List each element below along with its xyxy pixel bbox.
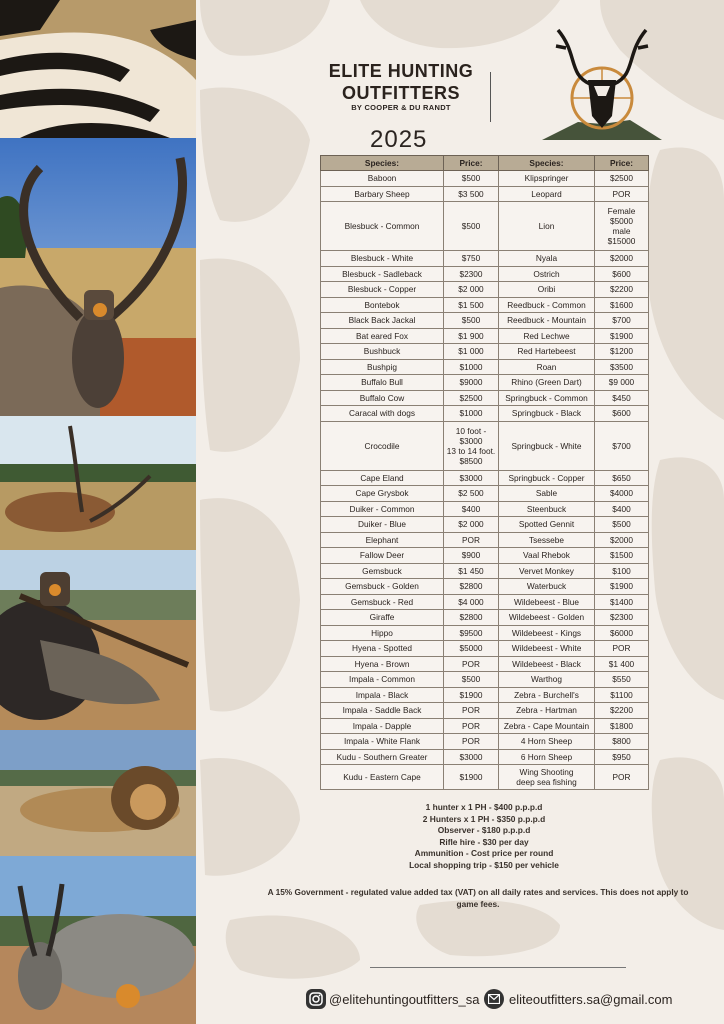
- price-cell: $2800: [444, 610, 499, 626]
- price-cell: POR: [444, 734, 499, 750]
- price-cell: $1 400: [595, 656, 649, 672]
- price-cell: $3500: [595, 359, 649, 375]
- table-row: [321, 313, 649, 329]
- price-cell: $4 000: [444, 594, 499, 610]
- species-cell: Springbuck - Black: [499, 406, 595, 422]
- table-row: [321, 406, 649, 422]
- price-cell: $1 450: [444, 563, 499, 579]
- note-line: 2 Hunters x 1 PH - $350 p.p.p.d: [422, 813, 546, 824]
- note-line: Rifle hire - $30 per day: [439, 836, 529, 847]
- table-row: [321, 734, 649, 750]
- species-cell: Reedbuck - Mountain: [499, 313, 595, 329]
- price-cell: $500: [444, 313, 499, 329]
- species-cell: Zebra - Hartman: [499, 703, 595, 719]
- species-cell: Sable: [499, 486, 595, 502]
- instagram-icon: [306, 989, 326, 1009]
- note-line: 1 hunter x 1 PH - $400 p.p.p.d: [425, 802, 543, 812]
- species-cell: Cape Grysbok: [321, 486, 444, 502]
- species-cell: Bontebok: [321, 297, 444, 313]
- header-species-2: Species:: [499, 156, 595, 171]
- price-cell: $9000: [444, 375, 499, 391]
- species-cell: Elephant: [321, 532, 444, 548]
- species-cell: 4 Horn Sheep: [499, 734, 595, 750]
- price-cell: $700: [595, 313, 649, 329]
- table-row: [321, 765, 649, 790]
- species-cell: Hippo: [321, 625, 444, 641]
- price-cell: $550: [595, 672, 649, 688]
- species-cell: Gemsbuck - Red: [321, 594, 444, 610]
- brand-title: [312, 60, 490, 112]
- year: 2025: [370, 126, 428, 153]
- species-cell: Leopard: [499, 186, 595, 202]
- price-cell: $750: [444, 251, 499, 267]
- buffalo-photo: [0, 550, 196, 730]
- species-cell: Red Hartebeest: [499, 344, 595, 360]
- price-cell: $600: [595, 406, 649, 422]
- price-cell: $2 000: [444, 517, 499, 533]
- table-row: [321, 486, 649, 502]
- table-row: [321, 718, 649, 734]
- price-cell: $1900: [595, 579, 649, 595]
- footer-divider: [370, 967, 626, 968]
- price-cell: $2500: [444, 390, 499, 406]
- species-cell: Hyena - Spotted: [321, 641, 444, 657]
- price-cell: $6000: [595, 625, 649, 641]
- price-cell: $1400: [595, 594, 649, 610]
- table-row: [321, 359, 649, 375]
- table-row: [321, 656, 649, 672]
- brand-subtitle: BY COOPER & DU RANDT: [351, 103, 451, 112]
- species-cell: Caracal with dogs: [321, 406, 444, 422]
- email-address[interactable]: eliteoutfitters.sa@gmail.com: [509, 991, 673, 1007]
- price-cell: $950: [595, 749, 649, 765]
- price-cell: $3000: [444, 749, 499, 765]
- species-cell: Wildebeest - Blue: [499, 594, 595, 610]
- table-row: [321, 375, 649, 391]
- price-cell: POR: [595, 641, 649, 657]
- photo-strip: [0, 0, 196, 1024]
- species-cell: Buffalo Cow: [321, 390, 444, 406]
- species-cell: Vaal Rhebok: [499, 548, 595, 564]
- price-cell: $400: [444, 501, 499, 517]
- price-cell: $650: [595, 470, 649, 486]
- price-cell: $2000: [595, 251, 649, 267]
- note-line: Observer - $180 p.p.p.d: [437, 825, 531, 836]
- species-cell: Roan: [499, 359, 595, 375]
- species-cell: Duiker - Blue: [321, 517, 444, 533]
- table-row: [321, 171, 649, 187]
- table-row: [321, 297, 649, 313]
- price-cell: $2200: [595, 703, 649, 719]
- species-cell: Oribi: [499, 282, 595, 298]
- table-row: [321, 186, 649, 202]
- price-cell: $3 500: [444, 186, 499, 202]
- price-cell: $1200: [595, 344, 649, 360]
- species-cell: Blesbuck - Copper: [321, 282, 444, 298]
- species-cell: Nyala: [499, 251, 595, 267]
- price-cell: $2200: [595, 282, 649, 298]
- price-cell: $9 000: [595, 375, 649, 391]
- species-cell: Fallow Deer: [321, 548, 444, 564]
- note-line: Ammunition - Cost price per round: [414, 848, 554, 859]
- species-cell: Bushbuck: [321, 344, 444, 360]
- species-cell: Tsessebe: [499, 532, 595, 548]
- zebra-photo: [0, 0, 196, 138]
- species-cell: Ostrich: [499, 266, 595, 282]
- price-cell: POR: [444, 656, 499, 672]
- price-cell: $1900: [444, 765, 499, 790]
- table-row: [321, 563, 649, 579]
- species-cell: Wing Shooting deep sea fishing: [499, 765, 595, 790]
- species-cell: Blesbuck - White: [321, 251, 444, 267]
- price-cell: $1900: [595, 328, 649, 344]
- instagram-handle[interactable]: @elitehuntingoutfitters_sa: [329, 991, 480, 1007]
- waterbuck-photo: [0, 416, 196, 550]
- species-cell: Zebra - Burchell's: [499, 687, 595, 703]
- table-row: [321, 344, 649, 360]
- species-cell: Vervet Monkey: [499, 563, 595, 579]
- species-cell: Wildebeest - Black: [499, 656, 595, 672]
- table-header-row: [321, 156, 649, 171]
- price-cell: $1000: [444, 359, 499, 375]
- species-cell: Reedbuck - Common: [499, 297, 595, 313]
- table-row: [321, 625, 649, 641]
- species-cell: Zebra - Cape Mountain: [499, 718, 595, 734]
- species-cell: Warthog: [499, 672, 595, 688]
- header-price-1: Price:: [444, 156, 499, 171]
- table-row: [321, 703, 649, 719]
- species-cell: Blesbuck - Common: [321, 202, 444, 251]
- price-cell: $5000: [444, 641, 499, 657]
- species-cell: Baboon: [321, 171, 444, 187]
- species-cell: Steenbuck: [499, 501, 595, 517]
- price-cell: $1 000: [444, 344, 499, 360]
- species-cell: Gemsbuck: [321, 563, 444, 579]
- species-cell: Waterbuck: [499, 579, 595, 595]
- species-cell: Springbuck - Copper: [499, 470, 595, 486]
- species-cell: 6 Horn Sheep: [499, 749, 595, 765]
- price-cell: $800: [595, 734, 649, 750]
- price-cell: POR: [444, 703, 499, 719]
- table-row: [321, 749, 649, 765]
- species-cell: Impala - Common: [321, 672, 444, 688]
- table-row: [321, 687, 649, 703]
- species-cell: Duiker - Common: [321, 501, 444, 517]
- header-price-2: Price:: [595, 156, 649, 171]
- price-cell: 10 foot - $3000 13 to 14 foot. $8500: [444, 421, 499, 470]
- table-row: [321, 282, 649, 298]
- table-row: [321, 421, 649, 470]
- mail-icon: [484, 989, 504, 1009]
- price-cell: $400: [595, 501, 649, 517]
- species-cell: Buffalo Bull: [321, 375, 444, 391]
- price-cell: $2000: [595, 532, 649, 548]
- vat-note: A 15% Government - regulated value added tax (VAT) on all daily rates and services. This does not apply to game fees.: [267, 887, 689, 909]
- species-cell: Impala - Dapple: [321, 718, 444, 734]
- species-cell: Bat eared Fox: [321, 328, 444, 344]
- price-cell: $2300: [444, 266, 499, 282]
- price-cell: $600: [595, 266, 649, 282]
- brand-line-1: ELITE HUNTING: [328, 61, 474, 81]
- price-cell: $450: [595, 390, 649, 406]
- price-table: [320, 155, 649, 790]
- species-cell: Giraffe: [321, 610, 444, 626]
- price-cell: $900: [444, 548, 499, 564]
- table-row: [321, 641, 649, 657]
- price-cell: $1 500: [444, 297, 499, 313]
- price-cell: $4000: [595, 486, 649, 502]
- table-row: [321, 548, 649, 564]
- table-row: [321, 390, 649, 406]
- price-cell: POR: [595, 186, 649, 202]
- table-row: [321, 501, 649, 517]
- species-cell: Black Back Jackal: [321, 313, 444, 329]
- price-cell: $1100: [595, 687, 649, 703]
- price-cell: $1500: [595, 548, 649, 564]
- lion-photo: [0, 730, 196, 856]
- price-cell: $2300: [595, 610, 649, 626]
- note-line: Local shopping trip - $150 per vehicle: [409, 859, 559, 870]
- email-contact[interactable]: [484, 988, 672, 1010]
- header-species-1: Species:: [321, 156, 444, 171]
- daily-rates-notes: [320, 802, 648, 872]
- species-cell: Red Lechwe: [499, 328, 595, 344]
- species-cell: Impala - Black: [321, 687, 444, 703]
- table-row: [321, 251, 649, 267]
- species-cell: Crocodile: [321, 421, 444, 470]
- species-cell: Impala - White Flank: [321, 734, 444, 750]
- price-cell: $500: [444, 171, 499, 187]
- table-row: [321, 202, 649, 251]
- species-cell: Spotted Gennit: [499, 517, 595, 533]
- species-cell: Rhino (Green Dart): [499, 375, 595, 391]
- table-row: [321, 328, 649, 344]
- species-cell: Wildebeest - Kings: [499, 625, 595, 641]
- table-row: [321, 470, 649, 486]
- species-cell: Cape Eland: [321, 470, 444, 486]
- species-cell: Blesbuck - Sadleback: [321, 266, 444, 282]
- species-cell: Bushpig: [321, 359, 444, 375]
- price-cell: $500: [444, 672, 499, 688]
- price-cell: POR: [444, 532, 499, 548]
- species-cell: Springbuck - Common: [499, 390, 595, 406]
- species-cell: Barbary Sheep: [321, 186, 444, 202]
- species-cell: Wildebeest - Golden: [499, 610, 595, 626]
- price-cell: $1800: [595, 718, 649, 734]
- price-cell: $2 000: [444, 282, 499, 298]
- table-row: [321, 672, 649, 688]
- price-cell: POR: [444, 718, 499, 734]
- species-cell: Impala - Saddle Back: [321, 703, 444, 719]
- species-cell: Lion: [499, 202, 595, 251]
- table-body: [321, 171, 649, 790]
- species-cell: Hyena - Brown: [321, 656, 444, 672]
- table-row: [321, 579, 649, 595]
- table-row: [321, 517, 649, 533]
- species-cell: Gemsbuck - Golden: [321, 579, 444, 595]
- brand-line-2: OUTFITTERS: [342, 83, 460, 103]
- price-cell: POR: [595, 765, 649, 790]
- price-cell: $2800: [444, 579, 499, 595]
- species-cell: Springbuck - White: [499, 421, 595, 470]
- table-row: [321, 610, 649, 626]
- price-cell: $9500: [444, 625, 499, 641]
- price-cell: $700: [595, 421, 649, 470]
- instagram-contact[interactable]: [306, 988, 480, 1010]
- price-cell: $3000: [444, 470, 499, 486]
- species-cell: Klipspringer: [499, 171, 595, 187]
- price-cell: Female $5000 male $15000: [595, 202, 649, 251]
- species-cell: Kudu - Eastern Cape: [321, 765, 444, 790]
- table-row: [321, 266, 649, 282]
- table-row: [321, 594, 649, 610]
- title-divider: [490, 72, 491, 122]
- price-cell: $1900: [444, 687, 499, 703]
- species-cell: Wildebeest - White: [499, 641, 595, 657]
- price-cell: $500: [595, 517, 649, 533]
- price-cell: $100: [595, 563, 649, 579]
- kudu-logo-icon: [538, 24, 666, 144]
- table-row: [321, 532, 649, 548]
- price-cell: $2500: [595, 171, 649, 187]
- price-cell: $500: [444, 202, 499, 251]
- species-cell: Kudu - Southern Greater: [321, 749, 444, 765]
- eland-photo: [0, 856, 196, 1024]
- price-cell: $1000: [444, 406, 499, 422]
- price-cell: $1600: [595, 297, 649, 313]
- price-cell: $1 900: [444, 328, 499, 344]
- kudu-photo: [0, 138, 196, 416]
- price-cell: $2 500: [444, 486, 499, 502]
